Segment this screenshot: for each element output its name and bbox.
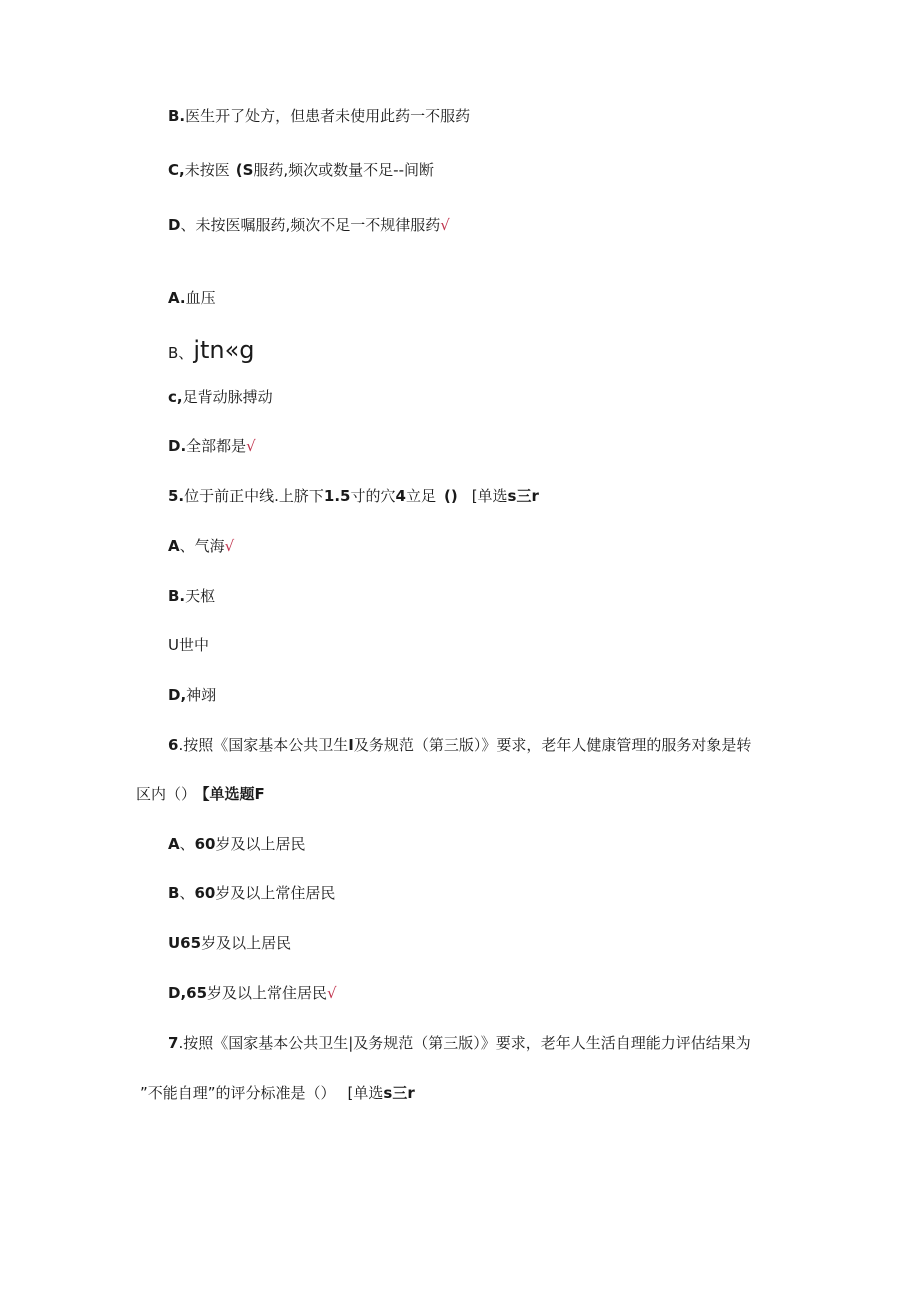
option-label: A. [168,289,186,307]
option-text: 、气海 [179,537,225,555]
q5-option-a [168,536,234,556]
question-number: 6 [168,736,179,754]
option-text: 神翊 [186,686,217,704]
option-number: 60 [194,835,216,853]
correct-check-mark: √ [327,984,337,1002]
question-text: .按照《国家基本公共卫生 [178,736,349,754]
option-text: 全部都是 [186,437,247,455]
question-text: .按照《国家基本公共卫生|及务规范（第三版）》要求，老年人生活自理能力评估结果为 [178,1034,751,1052]
option-label: U [168,636,179,654]
option-text: 岁及以上常住居民 [207,984,328,1002]
question-text: 区内（） [136,785,197,803]
option-text: 未按医 [184,161,230,179]
option-label: B [168,884,180,902]
question-text-rest: 及务规范（第三版）》要求，老年人健康管理的服务对象是转 [353,736,752,754]
question-6-line-1 [168,735,751,755]
question-number: 7 [168,1034,179,1052]
question-type-tag: [单选 [471,487,508,505]
option-d-all [168,436,256,456]
option-label: D, [168,686,187,704]
option-label: B. [168,107,186,125]
option-label: D. [168,437,187,455]
question-text-bold: I [348,736,354,754]
question-text-2: 寸的穴 [350,487,396,505]
option-text: 、未按医嘱服药,频次不足一不规律服药 [180,216,441,234]
option-number: 60 [194,884,216,902]
question-type-tag: 【单选题F [202,785,265,803]
q5-option-b [168,586,215,606]
question-type-tag-suffix: s三r [507,487,539,505]
q6-option-c [168,933,291,953]
question-text: ”不能自理”的评分标准是（） [140,1084,336,1102]
question-6-line-2 [136,784,265,804]
correct-check-mark: √ [224,537,235,555]
option-c-pulse [168,387,273,407]
option-text: 岁及以上居民 [201,934,292,952]
option-label: B [168,344,179,362]
option-label: B. [168,587,186,605]
option-text: 天枢 [185,587,216,605]
question-7-line-1 [168,1033,751,1053]
option-label: c, [168,388,183,406]
option-text: 岁及以上常住居民 [215,884,336,902]
option-b-prescribed-not-taken [168,106,470,126]
answer-blank: () [443,487,458,505]
question-type-tag: [单选 [347,1084,384,1102]
question-number-value: 1.5 [323,487,351,505]
q6-option-a [168,834,306,854]
option-text-bold: (S [235,161,254,179]
question-text-3: 立足 [405,487,436,505]
option-text: 足背动脉搏动 [182,388,273,406]
option-label: U65 [168,934,202,952]
option-text: 岁及以上居民 [215,835,306,853]
option-label: D,65 [168,984,208,1002]
correct-check-mark: √ [440,216,450,234]
q5-option-c [168,635,209,655]
question-5 [168,486,539,506]
option-text: 世中 [178,636,209,654]
option-separator: 、 [179,884,195,902]
q6-option-b [168,883,335,903]
question-text: 位于前正中线.上脐下 [184,487,324,505]
correct-check-mark: √ [246,437,256,455]
question-number: 5. [168,487,185,505]
option-c-intermittent [168,160,434,180]
option-separator: 、 [178,344,194,362]
option-label: A [168,835,180,853]
q6-option-d [168,983,337,1003]
option-a-blood-pressure [168,288,216,308]
question-number-value-2: 4 [395,487,406,505]
question-type-tag-suffix: s三r [383,1084,415,1102]
q5-option-d [168,685,216,705]
option-text: 医生开了处方，但患者未使用此药一不服药 [185,107,471,125]
option-b-garbled [168,336,255,364]
option-label: A [168,537,180,555]
option-text: 血压 [185,289,216,307]
option-d-irregular [168,215,450,235]
option-text-garbled: jtn«g [193,336,255,364]
question-7-line-2 [140,1083,415,1103]
option-label: C, [168,161,185,179]
option-separator: 、 [179,835,195,853]
option-label: D [168,216,181,234]
option-text-rest: 服药,频次或数量不足--间断 [253,161,435,179]
